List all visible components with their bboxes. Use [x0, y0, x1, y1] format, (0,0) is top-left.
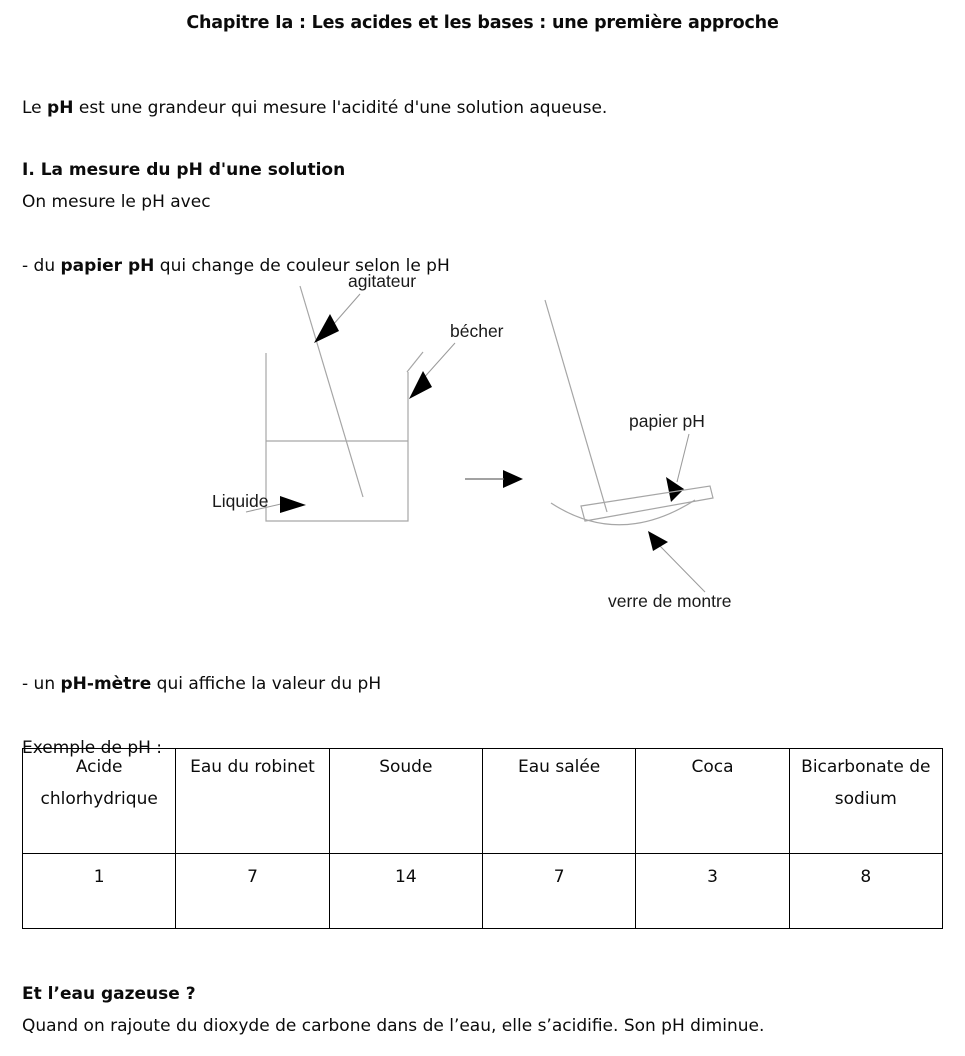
table-caption: Exemple de pH :: [22, 738, 163, 758]
header-cell-coca: [636, 749, 789, 854]
beaker-outline: [266, 353, 408, 521]
section1-lead: On mesure le pH avec: [22, 192, 211, 212]
header-text: Acide chlorhydrique: [40, 757, 158, 809]
bullet-papier-post: qui change de couleur selon le pH: [154, 256, 450, 276]
intro-text-pre: Le: [22, 98, 48, 118]
page-title: Chapitre Ia : Les acides et les bases : une première approche: [186, 13, 779, 33]
outro-text: Quand on rajoute du dioxyde de carbone dans de l’eau, elle s’acidifie. Son pH diminue.: [22, 1016, 765, 1036]
section1-heading: I. La mesure du pH d'une solution: [22, 160, 346, 180]
label-papier-ph: papier pH: [629, 411, 705, 431]
header-cell-soude: [329, 749, 482, 854]
ph-value: 1: [93, 867, 105, 887]
value-cell-eau-salee: [482, 854, 635, 929]
header-cell-bicarbonate: [789, 749, 942, 854]
ph-value: 14: [395, 867, 417, 887]
ph-table-value-row: [23, 854, 943, 929]
beaker-figure: [266, 286, 423, 521]
bullet-metre-pre: - un: [22, 674, 61, 694]
bullet-metre-post: qui affiche la valeur du pH: [151, 674, 382, 694]
value-cell-acide: [23, 854, 176, 929]
header-cell-eau-salee: [482, 749, 635, 854]
header-text: Eau salée: [518, 757, 601, 777]
intro-text-post: est une grandeur qui mesure l'acidité d'une solution aqueuse.: [73, 98, 608, 118]
bullet-papier-bold: papier pH: [60, 256, 155, 276]
beaker-lip: [407, 352, 423, 372]
ph-value: 3: [707, 867, 718, 887]
label-verre-de-montre: verre de montre: [608, 591, 732, 611]
dropper-rod: [545, 300, 607, 512]
bullet-metre-bold: pH-mètre: [60, 674, 152, 694]
intro-text-bold-ph: pH: [47, 98, 74, 118]
bullet-ph-metre: [22, 673, 381, 695]
papier-ph-leader: [677, 434, 689, 482]
watch-glass-arc: [551, 500, 695, 525]
papier-ph-arrowhead: [666, 477, 684, 502]
value-cell-soude: [329, 854, 482, 929]
ph-table-header-row: [23, 749, 943, 854]
bullet-papier-pre: - du: [22, 256, 61, 276]
arrowheads: [280, 314, 684, 551]
becher-leader: [421, 343, 455, 381]
value-cell-coca: [636, 854, 789, 929]
becher-arrowhead: [409, 371, 432, 399]
header-text: Soude: [379, 757, 433, 777]
liquide-arrowhead: [280, 496, 306, 513]
header-text: Coca: [691, 757, 734, 777]
verre-arrowhead: [648, 531, 668, 551]
transition-arrowhead: [503, 470, 523, 488]
ph-value: 7: [247, 867, 258, 887]
header-cell-acide: [23, 749, 176, 854]
ph-table: [22, 748, 943, 929]
verre-leader: [660, 546, 705, 592]
header-text: Bicarbonate de sodium: [801, 757, 931, 809]
value-cell-bicarbonate: [789, 854, 942, 929]
label-agitateur: agitateur: [348, 271, 417, 291]
value-cell-eau-robinet: [176, 854, 329, 929]
label-liquide: Liquide: [212, 491, 269, 511]
label-becher: bécher: [450, 321, 504, 341]
ph-value: 8: [860, 867, 872, 887]
ph-value: 7: [553, 867, 565, 887]
agitateur-arrowhead: [314, 314, 339, 343]
header-text: Eau du robinet: [190, 757, 315, 777]
outro-heading: Et l’eau gazeuse ?: [22, 984, 196, 1004]
header-cell-eau-robinet: [176, 749, 329, 854]
